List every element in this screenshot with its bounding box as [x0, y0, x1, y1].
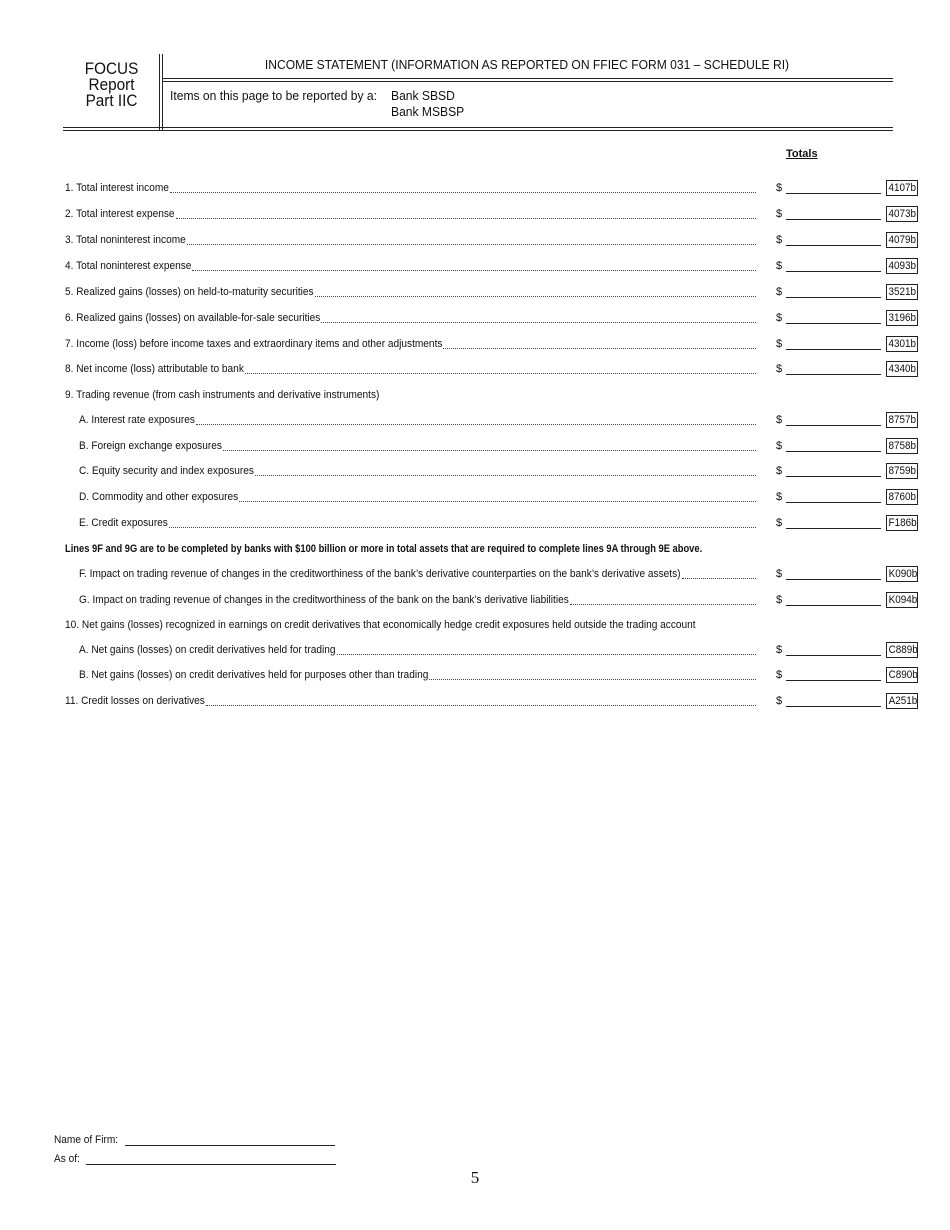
totals-column-header: Totals — [786, 148, 818, 160]
line-code: 4093b — [888, 260, 917, 272]
line-code: 4301b — [888, 338, 917, 350]
line-item-label: A. Net gains (losses) on credit derivatives held for trading — [79, 644, 336, 656]
line-code: 8757b — [888, 414, 917, 426]
header-rule — [63, 127, 893, 128]
dollar-sign: $ — [776, 363, 783, 375]
dot-leader — [443, 348, 756, 349]
dollar-sign: $ — [776, 440, 783, 452]
bank-type-msbsp: Bank MSBSP — [391, 104, 465, 119]
dot-leader — [315, 296, 756, 297]
header-divider — [162, 54, 163, 130]
header-rule — [162, 78, 893, 79]
line-item-label: 5. Realized gains (losses) on held-to-maturity securities — [65, 286, 314, 298]
line-item-label: D. Commodity and other exposures — [79, 491, 239, 503]
amount-input-line[interactable] — [786, 349, 881, 350]
dot-leader — [196, 424, 756, 425]
firm-name-field[interactable] — [125, 1145, 335, 1146]
line-item-label: E. Credit exposures — [79, 517, 168, 529]
amount-input-line[interactable] — [786, 655, 881, 656]
bank-types — [391, 88, 464, 120]
line-item-label: B. Net gains (losses) on credit derivatives held for purposes other than trading — [79, 669, 429, 681]
amount-input-line[interactable] — [786, 528, 881, 529]
line-item-row — [0, 593, 950, 611]
amount-input-line[interactable] — [786, 193, 881, 194]
amount-input-line[interactable] — [786, 451, 881, 452]
line-code-box — [886, 438, 918, 454]
line-item-row — [0, 311, 950, 329]
dot-leader — [223, 450, 756, 451]
line-code: 3521b — [888, 286, 917, 298]
line-item-row — [0, 694, 950, 712]
dollar-sign: $ — [776, 517, 783, 529]
amount-input-line[interactable] — [786, 271, 881, 272]
dollar-sign: $ — [776, 312, 783, 324]
bank-type-sbsd: Bank SBSD — [391, 88, 455, 103]
as-of-field[interactable] — [86, 1164, 336, 1165]
line-item-label: 2. Total interest expense — [65, 208, 175, 220]
dollar-sign: $ — [776, 695, 783, 707]
line-item-label: 4. Total noninterest expense — [65, 260, 192, 272]
line-item-label: 9. Trading revenue (from cash instruments and derivative instruments) — [65, 389, 380, 401]
amount-input-line[interactable] — [786, 706, 881, 707]
line-item-label: C. Equity security and index exposures — [79, 465, 254, 477]
line-code-box — [886, 336, 918, 352]
dollar-sign: $ — [776, 182, 783, 194]
line-item-label: A. Interest rate exposures — [79, 414, 195, 426]
dollar-sign: $ — [776, 234, 783, 246]
line-code: A251b — [888, 695, 918, 707]
line-code: 4079b — [888, 234, 917, 246]
line-item-row — [0, 388, 950, 406]
line-item-row — [0, 439, 950, 457]
line-item-row — [0, 567, 950, 585]
line-item-row — [0, 490, 950, 508]
dot-leader — [245, 373, 756, 374]
line-code-box — [886, 258, 918, 274]
line-code: C890b — [888, 669, 918, 681]
line-item-row — [0, 207, 950, 225]
amount-input-line[interactable] — [786, 245, 881, 246]
dollar-sign: $ — [776, 644, 783, 656]
line-item-row — [0, 362, 950, 380]
line-code: 8759b — [888, 465, 917, 477]
line-item-label: 10. Net gains (losses) recognized in earnings on credit derivatives that economically hedge credit exposures held outside the trading account — [65, 619, 696, 631]
line-code-box — [886, 642, 918, 658]
dot-leader — [170, 192, 756, 193]
firm-name-label: Name of Firm: — [54, 1134, 119, 1146]
line-code: 4107b — [888, 182, 917, 194]
dot-leader — [239, 501, 756, 502]
amount-input-line[interactable] — [786, 605, 881, 606]
line-item-label: 11. Credit losses on derivatives — [65, 695, 205, 707]
line-item-row — [0, 643, 950, 661]
dollar-sign: $ — [776, 414, 783, 426]
dollar-sign: $ — [776, 465, 783, 477]
line-item-label: 1. Total interest income — [65, 182, 169, 194]
amount-input-line[interactable] — [786, 425, 881, 426]
dot-leader — [169, 527, 756, 528]
line-item-row — [0, 181, 950, 199]
line-item-label: B. Foreign exchange exposures — [79, 440, 222, 452]
line-code: 8760b — [888, 491, 917, 503]
line-code: K094b — [888, 594, 918, 606]
dollar-sign: $ — [776, 568, 783, 580]
line-code: K090b — [888, 568, 918, 580]
amount-input-line[interactable] — [786, 374, 881, 375]
line-code: F186b — [888, 517, 917, 529]
page-title: INCOME STATEMENT (INFORMATION AS REPORTED ON FFIEC FORM 031 – SCHEDULE RI) — [264, 57, 790, 72]
line-code-box — [886, 693, 918, 709]
line-item-row — [0, 259, 950, 277]
dot-leader — [321, 322, 756, 323]
line-code-box — [886, 232, 918, 248]
header-divider — [159, 54, 160, 130]
line-item-row — [0, 464, 950, 482]
line-code: 3196b — [888, 312, 917, 324]
line-item-row — [0, 668, 950, 686]
dot-leader — [187, 244, 756, 245]
amount-input-line[interactable] — [786, 476, 881, 477]
amount-input-line[interactable] — [786, 502, 881, 503]
amount-input-line[interactable] — [786, 297, 881, 298]
amount-input-line[interactable] — [786, 579, 881, 580]
report-name-line1: FOCUS — [84, 59, 139, 78]
line-code-box — [886, 667, 918, 683]
line-code-box — [886, 592, 918, 608]
dollar-sign: $ — [776, 260, 783, 272]
dollar-sign: $ — [776, 286, 783, 298]
dot-leader — [337, 654, 756, 655]
line-item-row — [0, 542, 950, 560]
as-of-label: As of: — [54, 1153, 80, 1165]
line-item-label: 7. Income (loss) before income taxes and extraordinary items and other adjustments — [65, 338, 443, 350]
report-identifier — [63, 54, 160, 128]
line-code: 4340b — [888, 363, 917, 375]
line-item-label: F. Impact on trading revenue of changes in the creditworthiness of the bank’s derivative counterparties on the bank’s derivative assets) — [79, 568, 681, 580]
line-code-box — [886, 206, 918, 222]
report-name-line3: Part IIC — [85, 91, 138, 110]
line-code-box — [886, 489, 918, 505]
dot-leader — [176, 218, 756, 219]
dollar-sign: $ — [776, 594, 783, 606]
dollar-sign: $ — [776, 669, 783, 681]
line-code: 4073b — [888, 208, 917, 220]
amount-input-line[interactable] — [786, 680, 881, 681]
dollar-sign: $ — [776, 208, 783, 220]
line-item-label: 6. Realized gains (losses) on available-for-sale securities — [65, 312, 321, 324]
line-item-row — [0, 516, 950, 534]
line-code-box — [886, 310, 918, 326]
header-rule — [162, 81, 893, 82]
report-name-line2: Report — [88, 75, 135, 94]
line-item-label: 8. Net income (loss) attributable to bank — [65, 363, 244, 375]
dot-leader — [682, 578, 756, 579]
line-code: C889b — [888, 644, 918, 656]
line-code-box — [886, 566, 918, 582]
amount-input-line[interactable] — [786, 323, 881, 324]
dot-leader — [206, 705, 756, 706]
dot-leader — [192, 270, 756, 271]
line-item-row — [0, 337, 950, 355]
header-rule — [63, 130, 893, 131]
line-code: 8758b — [888, 440, 917, 452]
items-reported-label: Items on this page to be reported by a: — [170, 88, 378, 103]
line-code-box — [886, 412, 918, 428]
dot-leader — [429, 679, 756, 680]
line-item-row — [0, 618, 950, 636]
page-number: 5 — [470, 1168, 480, 1187]
dot-leader — [255, 475, 756, 476]
dot-leader — [570, 604, 756, 605]
line-code-box — [886, 463, 918, 479]
line-item-row — [0, 233, 950, 251]
line-code-box — [886, 515, 918, 531]
line-code-box — [886, 361, 918, 377]
dollar-sign: $ — [776, 338, 783, 350]
line-item-row — [0, 285, 950, 303]
dollar-sign: $ — [776, 491, 783, 503]
line-code-box — [886, 180, 918, 196]
line-item-label: Lines 9F and 9G are to be completed by banks with $100 billion or more in total assets that are required to complete lines 9A through 9E above. — [65, 543, 703, 555]
line-item-row — [0, 413, 950, 431]
line-item-label: G. Impact on trading revenue of changes in the creditworthiness of the bank on the bank’s derivative liabilities — [79, 594, 569, 606]
amount-input-line[interactable] — [786, 219, 881, 220]
line-code-box — [886, 284, 918, 300]
line-item-label: 3. Total noninterest income — [65, 234, 186, 246]
